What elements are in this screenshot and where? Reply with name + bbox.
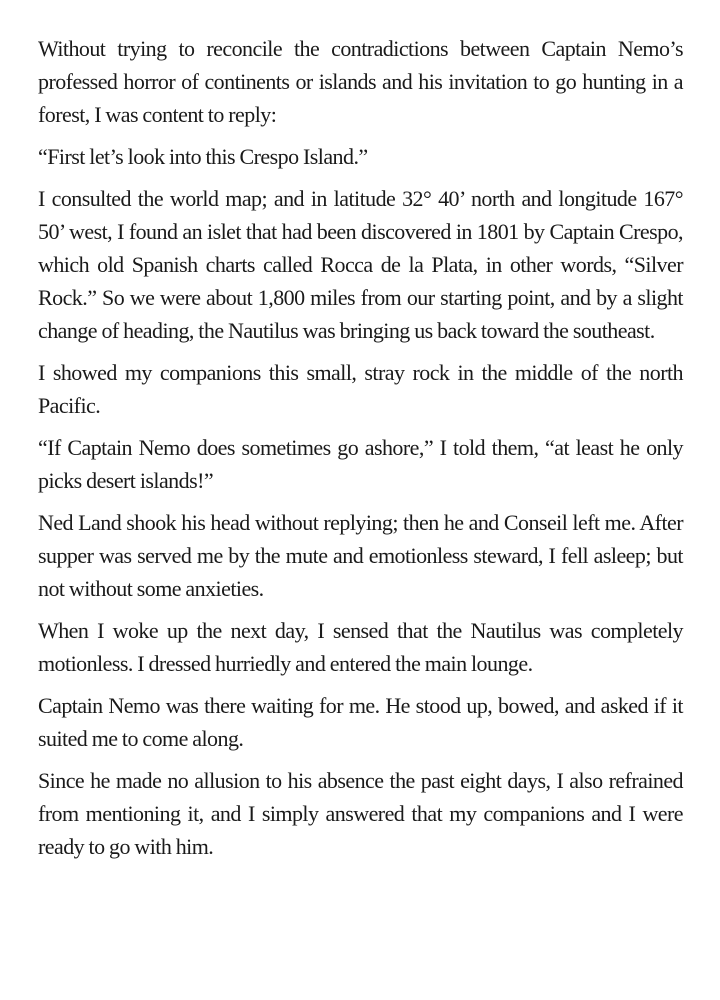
paragraph: When I woke up the next day, I sensed that the Nautilus was completely motionless. I dressed hurriedly and entered the main lounge.	[38, 618, 683, 676]
paragraph: I showed my companions this small, stray rock in the middle of the north Pacific.	[38, 360, 683, 418]
paragraph: I consulted the world map; and in latitude 32° 40’ north and longitude 167° 50’ west, I found an islet that had been discovered in 1801 by Captain Crespo, which old Spanish charts called Rocca de la Plata, in other words, “Silver Rock.” So we were about 1,800 miles from our starting point, and by a slight change of heading, the Nautilus was bringing us back toward the southeast.	[38, 186, 683, 343]
paragraph: “First let’s look into this Crespo Island.”	[38, 144, 368, 169]
paragraph: Without trying to reconcile the contradictions between Captain Nemo’s professed horror of continents or islands and his invitation to go hunting in a forest, I was content to reply:	[38, 36, 683, 127]
paragraph: “If Captain Nemo does sometimes go ashore,” I told them, “at least he only picks desert islands!”	[38, 435, 683, 493]
book-page	[38, 32, 683, 872]
paragraph: Captain Nemo was there waiting for me. He stood up, bowed, and asked if it suited me to come along.	[38, 693, 683, 751]
paragraph: Since he made no allusion to his absence the past eight days, I also refrained from mentioning it, and I simply answered that my companions and I were ready to go with him.	[38, 768, 683, 859]
paragraph: Ned Land shook his head without replying; then he and Conseil left me. After supper was served me by the mute and emotionless steward, I fell asleep; but not without some anxieties.	[38, 510, 683, 601]
